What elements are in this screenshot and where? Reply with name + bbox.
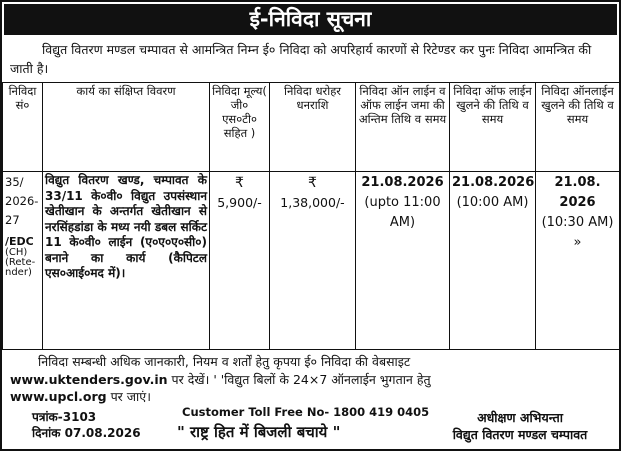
offline-open-date: 21.08.2026 <box>452 175 535 190</box>
tender-number: 35/ 2026- 27 <box>5 175 39 227</box>
see-text: पर देखें। <box>171 371 210 387</box>
header-work-description: कार्य का संक्षिप्त विवरण <box>43 83 210 172</box>
header-earnest-money: निविदा धरोहर धनराशि <box>270 83 356 172</box>
earnest-money: 1,38,000/- <box>280 195 345 210</box>
header-tender-number: निविदा सं० <box>3 83 43 172</box>
earnest-money-cell <box>270 172 356 350</box>
visit-text: पर जाएं। <box>110 389 151 404</box>
work-description: विद्युत वितरण खण्ड, चम्पावत के 33/11 के०वी० विद्युत उपसंस्थान खेतीखान के अन्तर्गत खेतीखान से नरसिंहडांडा के मध्य नयी डबल सर्किट 11 के०वी० लाईन (ए०ए०ए०सी०) बनाने का कार्य (कैपिटल एस०आई०मद में)। <box>43 172 210 350</box>
tender-number-cell <box>3 172 43 350</box>
online-opening-cell <box>536 172 620 350</box>
payment-text: ' 'विद्युत बिलों के 24×7 ऑनलाईन भुगतान हेतु <box>213 371 431 387</box>
slogan: " राष्ट्र हित में बिजली बचाये " <box>177 423 341 441</box>
footer-info <box>10 353 616 406</box>
table-header-row <box>3 83 620 172</box>
officer-office: विद्युत वितरण मण्डल चम्पावत <box>452 427 588 442</box>
tender-table <box>2 82 620 350</box>
online-open-date: 21.08. 2026 <box>554 175 601 210</box>
officer-signature <box>420 409 620 443</box>
letter-date: दिनांक 07.08.2026 <box>32 426 141 440</box>
offline-open-time: (10:00 AM) <box>456 195 529 210</box>
letter-reference <box>32 409 141 441</box>
tender-fee: 5,900/- <box>217 195 262 210</box>
submission-date: 21.08.2026 <box>361 175 444 190</box>
header-tender-fee: निविदा मूल्य( जी० एस०टी० सहित ) <box>210 83 270 172</box>
notice-title: ई-निविदा सूचना <box>4 4 617 35</box>
info-text: निविदा सम्बन्धी अधिक जानकारी, नियम व शर्तों हेतु कृपया ई० निविदा की वेबसाइट <box>38 354 411 369</box>
header-offline-opening: निविदा ऑफ लाईन खुलने की तिथि व समय <box>450 83 536 172</box>
letter-number: पत्रांक-3103 <box>32 410 97 424</box>
toll-free-number: Customer Toll Free No- 1800 419 0405 <box>182 405 430 419</box>
offline-opening-cell <box>450 172 536 350</box>
rupee-symbol: ₹ <box>235 175 244 191</box>
officer-title: अधीक्षण अभियन्ता <box>477 410 563 425</box>
tender-fee-cell <box>210 172 270 350</box>
upcl-link[interactable]: www.upcl.org <box>10 389 107 404</box>
online-open-time: (10:30 AM) <box>541 215 614 230</box>
uktenders-link[interactable]: www.uktenders.gov.in <box>10 371 168 387</box>
header-online-opening: निविदा ऑनलाईन खुलने की तिथि व समय <box>536 83 620 172</box>
submission-cell <box>356 172 450 350</box>
rupee-symbol: ₹ <box>308 175 317 191</box>
intro-text: विद्युत वितरण मण्डल चम्पावत से आमन्त्रित निम्न ई० निविदा को अपरिहार्य कारणों से रिटेण्डर कर पुनः निविदा आमन्त्रित की जाती है। <box>10 42 592 76</box>
retender-label: (CH) (Rete- nder) <box>5 247 36 278</box>
table-row <box>3 172 620 350</box>
submission-time: (upto 11:00 AM) <box>364 195 441 230</box>
edc-code: /EDC <box>5 235 34 248</box>
header-submission-deadline: निविदा ऑन लाईन व ऑफ लाईन जमा की अन्तिम तिथि व समय <box>356 83 450 172</box>
online-open-mark: » <box>573 235 582 250</box>
